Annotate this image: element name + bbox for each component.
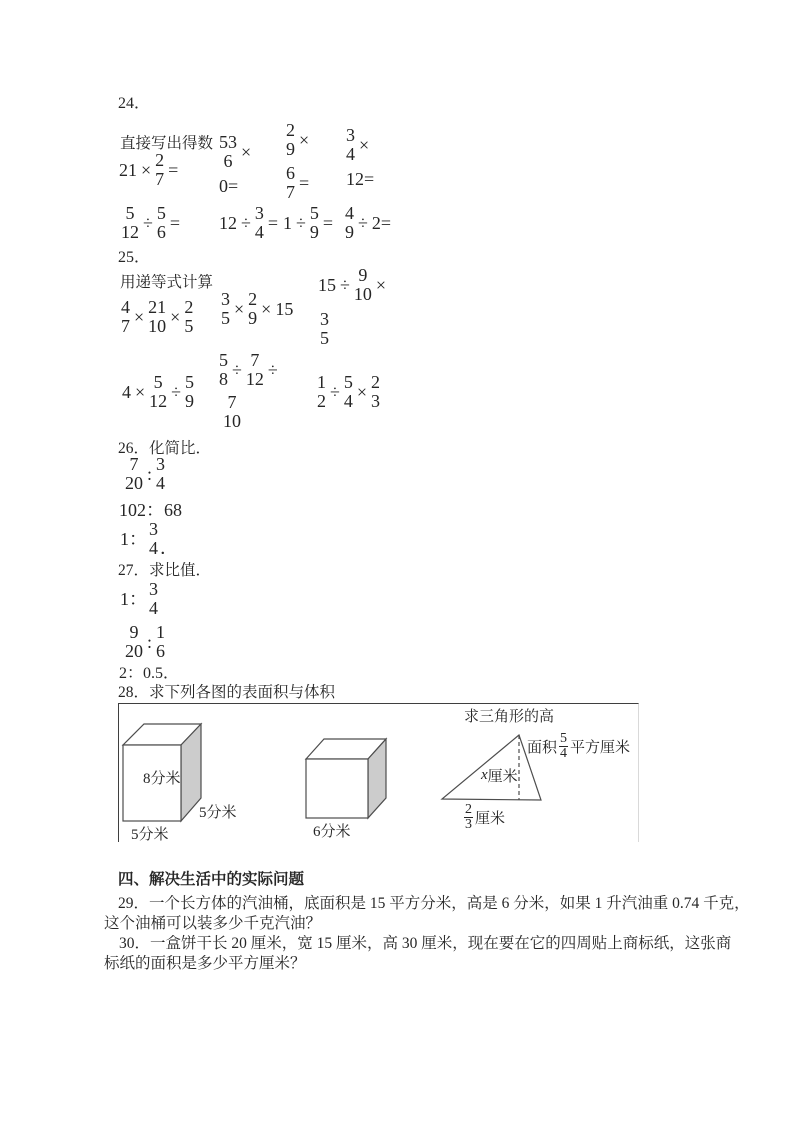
fraction-denominator: 10 [353, 284, 372, 304]
fraction [285, 121, 296, 159]
triangle-height-label [481, 765, 518, 786]
fraction [285, 164, 296, 202]
math-operator: × [135, 381, 146, 402]
q24-expr-2-9x6-7-row1 [285, 121, 312, 159]
fraction [120, 204, 140, 242]
fraction [245, 351, 265, 389]
math-operator: × [299, 129, 310, 150]
q24-expr-2-9x6-7 [285, 121, 312, 202]
q24-instruction: 直接写出得数 [120, 135, 214, 152]
fraction-denominator: 10 [223, 411, 241, 431]
math-number: ． [160, 538, 178, 558]
fraction [124, 623, 144, 661]
fraction-numerator: 5 [125, 203, 135, 223]
fraction-numerator: 2 [286, 120, 295, 140]
q25-expr-15div9-10-row1 [317, 266, 389, 304]
q24-expr-5-12div5-6 [120, 204, 183, 242]
q24-expr-1div5-9 [282, 204, 336, 242]
q27-ratio-1 [119, 580, 159, 618]
math-operator: × [234, 298, 245, 319]
fraction-denominator: 9 [345, 222, 354, 242]
math-operator: ÷ [358, 212, 368, 233]
fraction-denominator: 9 [248, 308, 258, 328]
q25-expr-5-8div7-12-row1 [218, 351, 281, 389]
math-operator: ÷ [267, 359, 278, 380]
math-operator: × [170, 306, 181, 327]
fraction-denominator: 4 [254, 222, 264, 242]
math-number: 15 [318, 274, 336, 295]
math-number: 1： [120, 528, 147, 549]
fraction-denominator: 7 [155, 169, 165, 189]
fraction-denominator: 12 [121, 222, 139, 242]
fraction [155, 623, 166, 661]
q25-expr-15div9-10-row2 [319, 310, 330, 348]
fraction-numerator: 7 [227, 392, 237, 412]
fraction-denominator: 20 [125, 473, 143, 493]
fraction-numerator: 2 [155, 150, 165, 170]
fraction-numerator: 1 [156, 622, 166, 642]
fraction-numerator: 7 [250, 350, 260, 370]
math-operator: × [134, 306, 145, 327]
fraction-numerator: 5 [185, 372, 195, 392]
math-operator: ÷ [171, 381, 182, 402]
fraction-denominator: 10 [148, 316, 167, 336]
fraction-numerator: 3 [254, 203, 264, 223]
math-number: 21 [119, 159, 137, 180]
triangle-area-numerator: 5 [560, 731, 568, 746]
math-operator: × [359, 134, 370, 155]
q24-expr-53-6x0 [218, 133, 254, 196]
fraction-numerator: 3 [346, 125, 355, 145]
math-operator: × [241, 141, 252, 162]
q28-figure-box [118, 703, 639, 842]
q24-expr-53-6x0-row2 [218, 177, 239, 196]
fraction-numerator: 3 [149, 519, 158, 539]
fraction [344, 204, 355, 242]
fraction-numerator: 6 [286, 163, 295, 183]
math-operator: ÷ [340, 274, 350, 295]
math-operator: ÷ [241, 212, 251, 233]
q25-expr-5-8div7-12 [218, 351, 281, 431]
fraction [148, 520, 159, 558]
cuboid-height-label: 8分米 [143, 771, 181, 787]
fraction [353, 266, 373, 304]
triangle-base-numerator: 2 [465, 802, 472, 817]
q27-heading: 27．求比值． [118, 562, 212, 579]
q24-expr-12div3-4 [218, 204, 281, 242]
math-operator: : [147, 463, 153, 484]
math-operator: = [299, 172, 310, 193]
q29-line2: 这个油桶可以装多少千克汽油？ [104, 915, 322, 932]
cube-edge-label: 6分米 [313, 824, 351, 840]
q30-line2: 标纸的面积是多少平方厘米？ [104, 955, 306, 972]
q24-expr-2-9x6-7-row2 [285, 164, 312, 202]
fraction-numerator: 2 [184, 297, 194, 317]
fraction-numerator: 5 [153, 372, 163, 392]
triangle-base-unit: 厘米 [475, 811, 506, 827]
fraction-denominator: 12 [245, 369, 264, 389]
fraction-denominator: 4 [343, 391, 353, 411]
fraction-denominator: 4 [346, 144, 355, 164]
fraction-denominator: 5 [320, 328, 329, 348]
fraction [148, 373, 168, 411]
q30-line1: 30．一盒饼干长 20 厘米，宽 15 厘米，高 30 厘米，现在要在它的四周贴上商标纸，这张商 [119, 935, 732, 952]
q25-expr-4x5-12div5-9 [121, 373, 195, 411]
fraction [124, 455, 144, 493]
fraction-denominator: 20 [125, 641, 143, 661]
cube-front-face [306, 759, 368, 818]
fraction-denominator: 7 [121, 316, 130, 336]
fraction [254, 204, 265, 242]
fraction-denominator: 7 [286, 182, 295, 202]
fraction-denominator: 9 [185, 391, 195, 411]
fraction-numerator: 3 [221, 289, 230, 309]
section4-heading: 四、解决生活中的实际问题 [118, 871, 305, 888]
fraction [247, 290, 258, 328]
fraction-numerator: 3 [320, 309, 329, 329]
triangle-area-fraction [559, 732, 568, 761]
fraction [155, 455, 166, 493]
math-number: 0= [219, 176, 239, 196]
math-number: 2= [371, 212, 392, 233]
q25-instruction: 用递等式计算 [120, 274, 214, 291]
fraction [345, 126, 356, 164]
fraction-numerator: 9 [129, 622, 139, 642]
q25-expr-15div9-10 [317, 266, 389, 348]
fraction-denominator: 3 [371, 391, 381, 411]
fraction [343, 373, 354, 411]
fraction [156, 204, 167, 242]
fraction-numerator: 5 [156, 203, 166, 223]
triangle-title: 求三角形的高 [464, 709, 555, 725]
q24-expr-3-4x12 [345, 126, 375, 189]
math-operator: = [169, 212, 181, 233]
q25-expr-1-2div5-4x2-3 [316, 373, 381, 411]
fraction [316, 373, 327, 411]
fraction-denominator: 12 [149, 391, 168, 411]
fraction-numerator: 1 [317, 372, 326, 392]
math-operator: ÷ [232, 359, 242, 380]
triangle-area-denominator: 4 [560, 746, 568, 761]
fraction-numerator: 4 [345, 203, 354, 223]
q24-expr-3-4x12-row1 [345, 126, 372, 164]
q24-expr-53-6x0-row1 [218, 133, 254, 171]
fraction-numerator: 5 [309, 203, 319, 223]
q26-ratio-1 [124, 455, 166, 493]
fraction-numerator: 21 [148, 297, 167, 317]
fraction [154, 151, 165, 189]
q24-number: 24． [118, 95, 151, 112]
fraction [218, 351, 229, 389]
fraction-numerator: 9 [358, 265, 368, 285]
math-operator: ÷ [330, 381, 340, 402]
fraction-denominator: 5 [221, 308, 230, 328]
q26-ratio-2: 102：68 [119, 500, 182, 520]
fraction-numerator: 3 [149, 579, 158, 599]
fraction-numerator: 2 [371, 372, 381, 392]
math-number: 4 [122, 381, 131, 402]
q27-ratio-3: 2：0.5． [119, 665, 180, 682]
math-operator: × [261, 298, 272, 319]
math-operator: × [375, 274, 387, 295]
fraction-denominator: 4 [156, 473, 166, 493]
q28-figure-shapes [119, 704, 638, 842]
q28-heading: 28．求下列各图的表面积与体积 [118, 684, 336, 701]
cuboid-width-label: 5分米 [131, 827, 169, 843]
fraction-denominator: 6 [156, 222, 166, 242]
fraction-numerator: 3 [156, 454, 166, 474]
fraction-denominator: 5 [184, 316, 194, 336]
math-number: 12= [346, 169, 375, 189]
math-number: 1 [283, 212, 292, 233]
math-operator: × [141, 159, 152, 180]
fraction-numerator: 4 [121, 297, 130, 317]
math-operator: × [356, 381, 368, 402]
q25-number: 25． [118, 249, 151, 266]
q29-line1: 29．一个长方体的汽油桶，底面积是 15 平方分米，高是 6 分米，如果 1 升汽油重 0.74 千克， [118, 895, 750, 912]
q25-expr-3-5x2-9x15 [220, 290, 294, 328]
q26-heading: 26．化简比． [118, 440, 212, 457]
triangle-base-denominator: 3 [465, 817, 472, 832]
fraction-denominator: 6 [223, 151, 233, 171]
fraction-denominator: 2 [317, 391, 326, 411]
math-operator: ÷ [296, 212, 306, 233]
fraction [370, 373, 381, 411]
fraction [184, 373, 195, 411]
fraction [120, 298, 131, 336]
cuboid-depth-label: 5分米 [199, 805, 237, 821]
q25-expr-5-8div7-12-row2 [222, 393, 242, 431]
fraction [222, 393, 242, 431]
math-operator: = [168, 159, 179, 180]
fraction [183, 298, 194, 336]
fraction-numerator: 5 [343, 372, 353, 392]
fraction-denominator: 9 [309, 222, 319, 242]
triangle-height-variable: x [481, 767, 488, 783]
fraction-numerator: 2 [248, 289, 258, 309]
fraction-denominator: 4 [149, 538, 158, 558]
fraction [309, 204, 320, 242]
math-operator: = [322, 212, 334, 233]
q27-ratio-2 [124, 623, 166, 661]
triangle-height-unit: 厘米 [487, 769, 518, 785]
math-number: 12 [219, 212, 237, 233]
fraction [148, 580, 159, 618]
triangle-base-fraction [464, 803, 473, 832]
fraction-denominator: 4 [149, 598, 158, 618]
math-operator: ÷ [143, 212, 153, 233]
triangle-area-prefix: 面积 [527, 740, 558, 756]
triangle-base-label [462, 803, 505, 832]
fraction [220, 290, 231, 328]
fraction [147, 298, 167, 336]
math-operator: = [267, 212, 279, 233]
fraction-denominator: 6 [156, 641, 166, 661]
fraction-numerator: 53 [219, 132, 237, 152]
fraction-denominator: 8 [219, 369, 228, 389]
q26-ratio-3 [119, 520, 178, 558]
triangle-area-suffix: 平方厘米 [570, 740, 631, 756]
math-number: 15 [275, 298, 294, 319]
fraction [319, 310, 330, 348]
q24-expr-3-4x12-row2 [345, 170, 375, 189]
q24-expr-21x2-7 [118, 151, 181, 189]
fraction [218, 133, 238, 171]
fraction-denominator: 9 [286, 139, 295, 159]
fraction-numerator: 5 [219, 350, 228, 370]
triangle-area-label [527, 732, 630, 761]
q24-expr-4-9div2 [344, 204, 392, 242]
math-operator: : [147, 631, 153, 652]
q25-expr-4-7x21-10x2-5 [120, 298, 194, 336]
fraction-numerator: 7 [129, 454, 139, 474]
math-number: 1： [120, 588, 147, 609]
